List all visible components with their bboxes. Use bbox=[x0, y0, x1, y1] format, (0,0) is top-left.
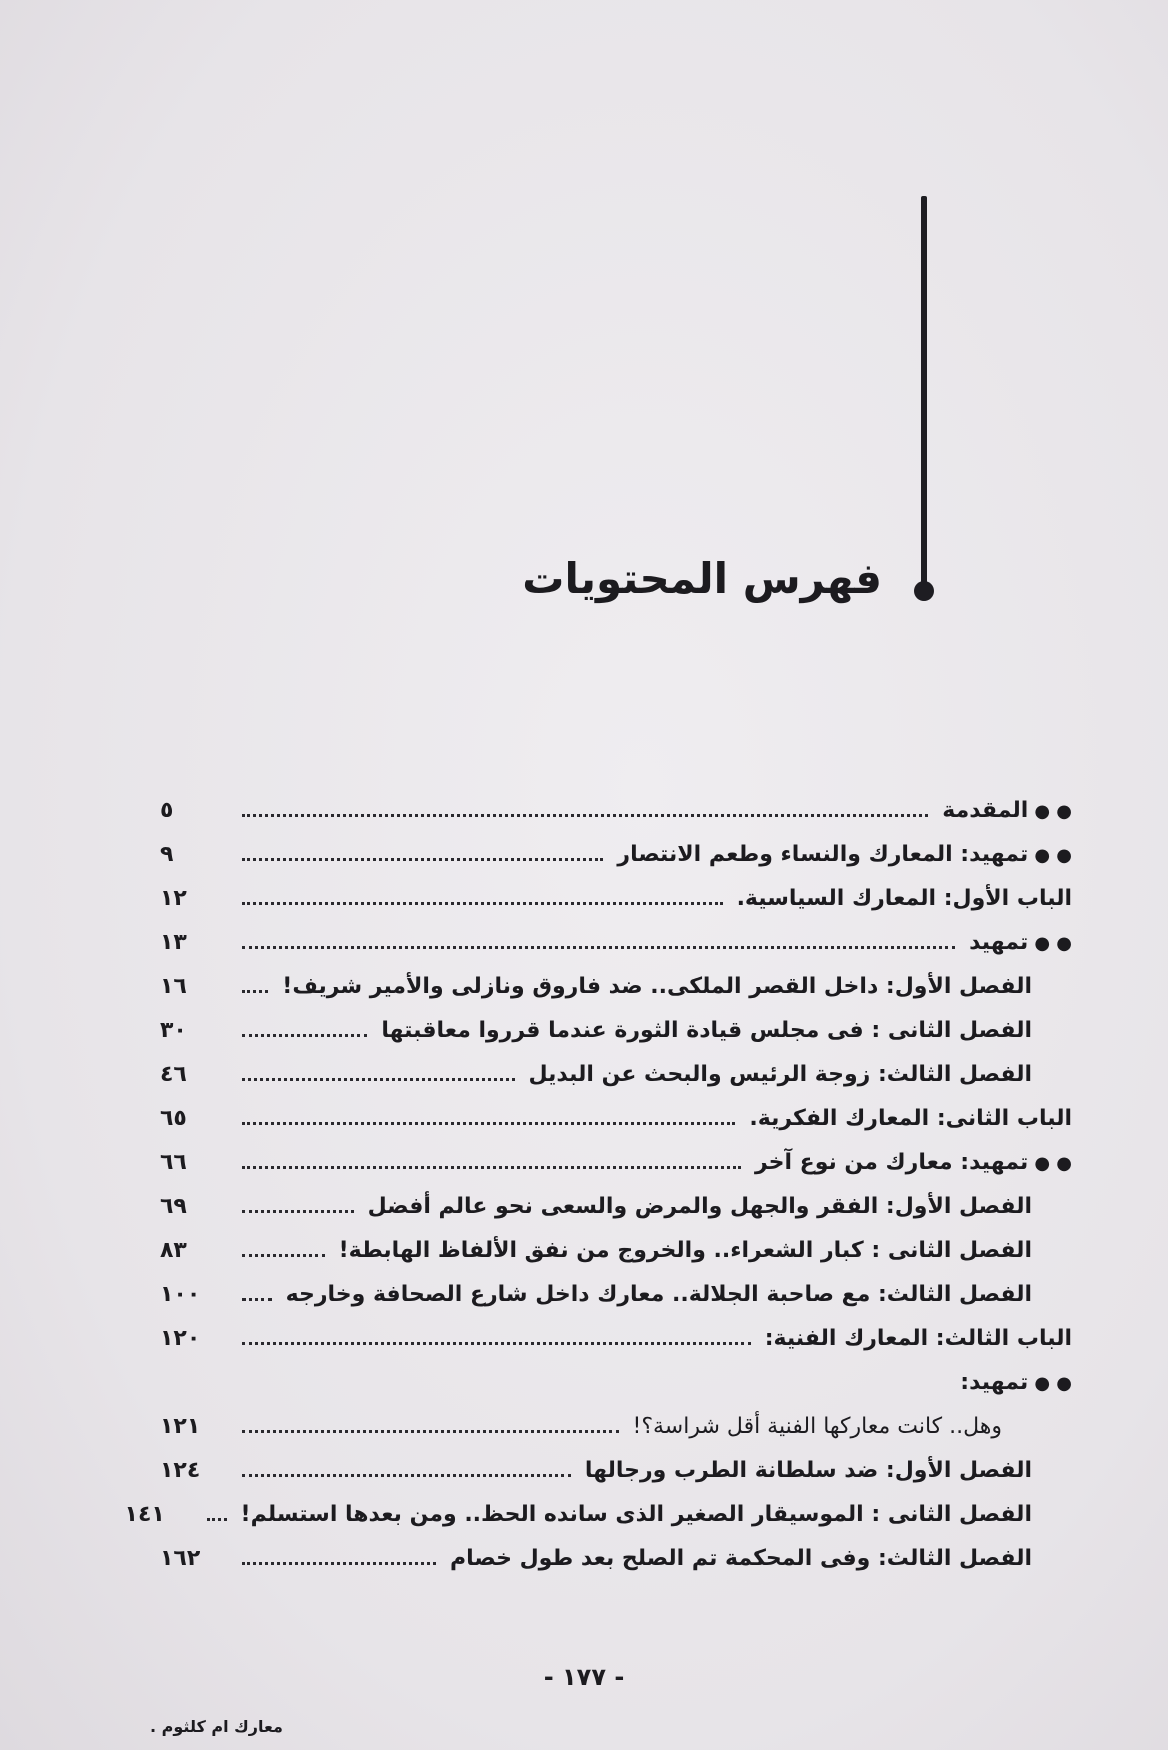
toc-page-number: ١٢١ bbox=[160, 1413, 201, 1439]
running-footer: معارك ام كلثوم . bbox=[150, 1717, 283, 1736]
toc-entry bbox=[160, 1140, 1072, 1184]
dot-leader bbox=[242, 990, 268, 993]
toc-page-number: ٦٩ bbox=[160, 1193, 187, 1219]
toc-page-number: ١٤١ bbox=[124, 1501, 165, 1527]
toc-page-number: ٨٣ bbox=[160, 1237, 187, 1263]
dot-leader bbox=[242, 814, 928, 817]
toc-page-number: ٣٠ bbox=[160, 1017, 187, 1043]
toc-entry-text: تمهيد: معارك من نوع آخر bbox=[754, 1149, 1029, 1175]
toc-entry bbox=[160, 1360, 1072, 1404]
toc-entry bbox=[160, 1316, 1072, 1360]
toc-entry-label bbox=[360, 1194, 1032, 1219]
toc-entry bbox=[124, 1492, 1072, 1536]
toc-page-number: ٤٦ bbox=[160, 1061, 187, 1087]
toc-entry bbox=[160, 1272, 1072, 1316]
toc-entry bbox=[160, 1052, 1072, 1096]
bullet-icon: ● ● bbox=[1034, 1372, 1072, 1394]
toc-entry-text: الفصل الأول: ضد سلطانة الطرب ورجالها bbox=[584, 1457, 1032, 1483]
toc-entry-label bbox=[233, 1502, 1032, 1527]
toc-entry-label bbox=[625, 1414, 1003, 1439]
toc-entry-text: الباب الثانى: المعارك الفكرية. bbox=[749, 1105, 1072, 1131]
dot-leader bbox=[242, 1210, 354, 1213]
toc-entry-text: الفصل الثالث: وفى المحكمة تم الصلح بعد طول خصام bbox=[450, 1545, 1032, 1571]
toc-page-number: ٩ bbox=[160, 841, 174, 867]
toc-entry bbox=[160, 1008, 1072, 1052]
toc-entry bbox=[160, 964, 1072, 1008]
toc-entry-label bbox=[741, 1106, 1072, 1131]
toc-entry-label bbox=[577, 1458, 1032, 1483]
toc-entry bbox=[160, 920, 1072, 964]
toc-entry-label bbox=[609, 842, 1072, 867]
toc-entry-text: تمهيد: المعارك والنساء وطعم الانتصار bbox=[617, 841, 1029, 867]
dot-leader bbox=[242, 1430, 619, 1433]
toc-entry bbox=[160, 832, 1072, 876]
bullet-icon: ● ● bbox=[1034, 844, 1072, 866]
toc-entry-label bbox=[274, 974, 1032, 999]
toc-entry-text: الفصل الثالث: مع صاحبة الجلالة.. معارك داخل شارع الصحافة وخارجه bbox=[285, 1281, 1032, 1307]
toc-entry bbox=[160, 1184, 1072, 1228]
toc-page-number: ١٦ bbox=[160, 973, 187, 999]
dot-leader bbox=[242, 1166, 741, 1169]
toc-page-number: ١٢٠ bbox=[160, 1325, 201, 1351]
toc-entry-label bbox=[952, 1370, 1072, 1395]
toc-entry bbox=[160, 1228, 1072, 1272]
dot-leader bbox=[242, 1078, 515, 1081]
toc-entry-text: الفصل الأول: الفقر والجهل والمرض والسعى نحو عالم أفضل bbox=[367, 1193, 1032, 1219]
dot-leader bbox=[242, 1474, 571, 1477]
toc-entry-label bbox=[442, 1546, 1032, 1571]
toc-entry bbox=[160, 1448, 1072, 1492]
toc-entry-label bbox=[757, 1326, 1072, 1351]
toc-page-number: ١٢ bbox=[160, 885, 187, 911]
bullet-icon: ● ● bbox=[1034, 932, 1072, 954]
toc-entry bbox=[160, 1096, 1072, 1140]
toc-page-number: ١٣ bbox=[160, 929, 187, 955]
toc-page-number: ٦٦ bbox=[160, 1149, 187, 1175]
dot-leader bbox=[242, 858, 603, 861]
decorative-dot bbox=[914, 581, 934, 601]
toc-page-number: ٥ bbox=[160, 797, 174, 823]
toc-entry-label bbox=[747, 1150, 1072, 1175]
dot-leader bbox=[242, 1342, 751, 1345]
dot-leader bbox=[242, 946, 955, 949]
dot-leader bbox=[242, 1562, 436, 1565]
dot-leader bbox=[242, 902, 723, 905]
dot-leader bbox=[242, 1254, 325, 1257]
toc-entry-label bbox=[729, 886, 1072, 911]
toc-entry bbox=[160, 1536, 1072, 1580]
bullet-icon: ● ● bbox=[1034, 1152, 1072, 1174]
toc-entry-label bbox=[934, 798, 1072, 823]
toc-entry-text: الفصل الثالث: زوجة الرئيس والبحث عن البديل bbox=[528, 1061, 1032, 1087]
toc-entry-text: تمهيد bbox=[969, 929, 1029, 955]
page-title: فهرس المحتويات bbox=[522, 554, 882, 603]
toc-entry-label bbox=[521, 1062, 1032, 1087]
toc-entry-text: الفصل الأول: داخل القصر الملكى.. ضد فاروق ونازلى والأمير شريف! bbox=[282, 973, 1032, 999]
toc-entry-label bbox=[278, 1282, 1032, 1307]
toc-entry-label bbox=[373, 1018, 1032, 1043]
toc-page-number: ١٦٢ bbox=[160, 1545, 201, 1571]
toc-page-number: ١٢٤ bbox=[160, 1457, 201, 1483]
toc-entry-label bbox=[331, 1238, 1032, 1263]
toc-entry-label bbox=[961, 930, 1072, 955]
toc-entry-text: الباب الثالث: المعارك الفنية: bbox=[764, 1325, 1072, 1351]
toc-entry bbox=[160, 876, 1072, 920]
toc-entry-text: تمهيد: bbox=[960, 1369, 1029, 1395]
dot-leader bbox=[242, 1034, 367, 1037]
toc-entry-text: المقدمة bbox=[942, 797, 1029, 823]
table-of-contents bbox=[124, 788, 1072, 1580]
toc-entry-text: الفصل الثانى : فى مجلس قيادة الثورة عندما قرروا معاقبتها bbox=[381, 1017, 1032, 1043]
dot-leader bbox=[242, 1122, 735, 1125]
toc-entry-text: الفصل الثانى : الموسيقار الصغير الذى سانده الحظ.. ومن بعدها استسلم! bbox=[240, 1501, 1032, 1527]
toc-entry-text: وهل.. كانت معاركها الفنية أقل شراسة؟! bbox=[632, 1413, 1002, 1439]
toc-page-number: ٦٥ bbox=[160, 1105, 187, 1131]
decorative-vertical-rule bbox=[921, 196, 927, 588]
toc-entry bbox=[160, 1404, 1072, 1448]
toc-entry-text: الباب الأول: المعارك السياسية. bbox=[736, 885, 1072, 911]
dot-leader bbox=[207, 1518, 227, 1521]
toc-entry bbox=[160, 788, 1072, 832]
toc-page-number: ١٠٠ bbox=[160, 1281, 201, 1307]
bullet-icon: ● ● bbox=[1034, 800, 1072, 822]
page-number: - ١٧٧ - bbox=[543, 1663, 625, 1691]
dot-leader bbox=[242, 1298, 272, 1301]
toc-entry-text: الفصل الثانى : كبار الشعراء.. والخروج من نفق الألفاظ الهابطة! bbox=[338, 1237, 1032, 1263]
